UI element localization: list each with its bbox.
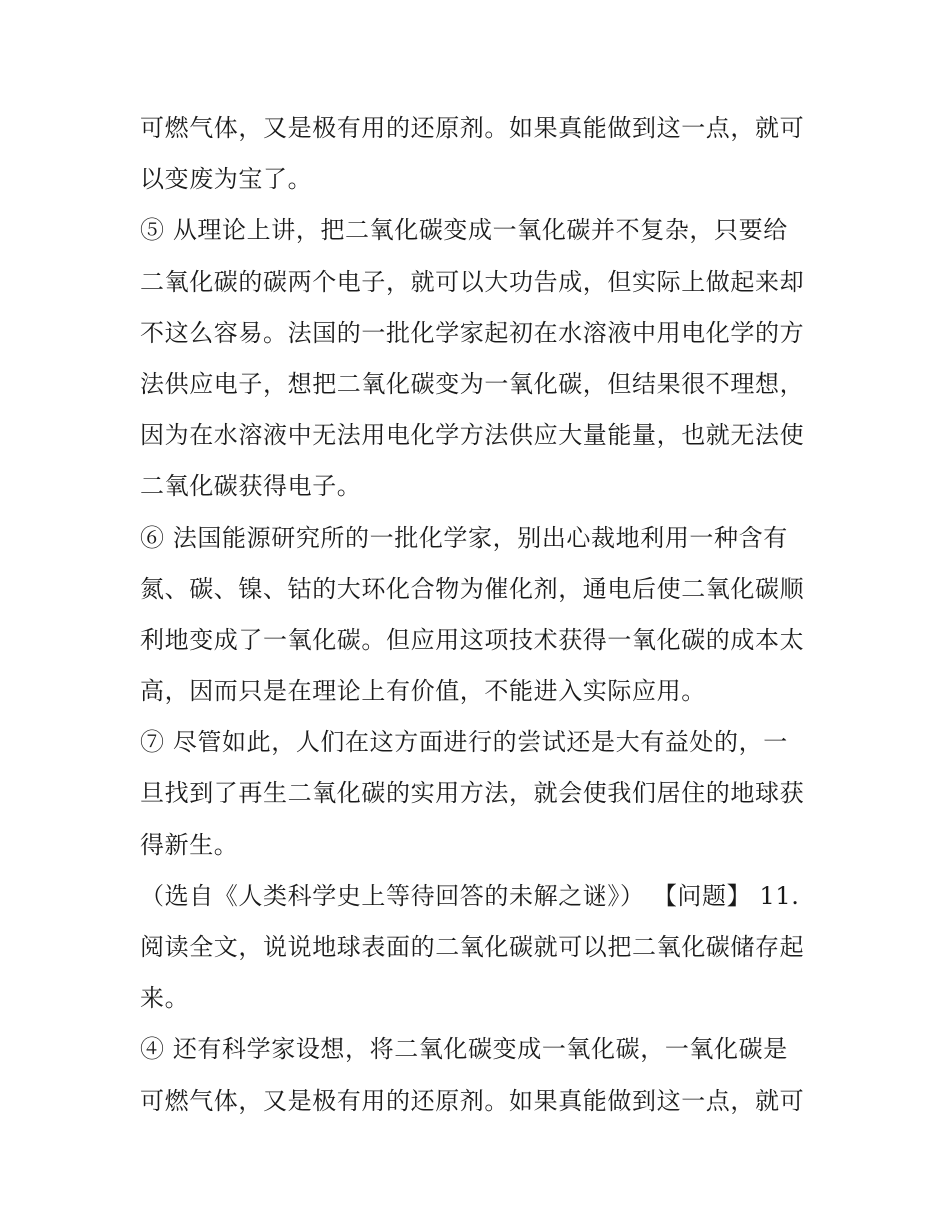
paragraph-7-start: ⑦ 尽管如此，人们在这方面进行的尝试还是大有益处的，一 [140,728,788,757]
text-line: 阅读全文，说说地球表面的二氧化碳就可以把二氧化碳储存起 [140,933,805,961]
text-line: 因为在水溶液中无法用电化学方法供应大量能量，也就无法使 [140,421,805,450]
text-line: 旦找到了再生二氧化碳的实用方法，就会使我们居住的地球获 [140,779,805,808]
paragraph-5-start: ⑤ 从理论上讲，把二氧化碳变成一氧化碳并不复杂，只要给 [140,216,788,245]
text-line: 不这么容易。法国的一批化学家起初在水溶液中用电化学的方 [140,318,805,347]
paragraph-6-start: ⑥ 法国能源研究所的一批化学家，别出心裁地利用一种含有 [140,523,788,552]
paragraph-4-start: ④ 还有科学家设想，将二氧化碳变成一氧化碳，一氧化碳是 [140,1035,788,1064]
text-line: 可燃气体，又是极有用的还原剂。如果真能做到这一点，就可 [140,1086,805,1115]
source-citation-question: （选自《人类科学史上等待回答的未解之谜》） 【问题】 11. [140,881,800,910]
text-line: 得新生。 [140,830,239,859]
text-line: 以变废为宝了。 [140,165,313,194]
text-line: 法供应电子，想把二氧化碳变为一氧化碳，但结果很不理想， [140,369,805,398]
text-line: 可燃气体，又是极有用的还原剂。如果真能做到这一点，就可 [140,114,805,142]
text-line: 利地变成了一氧化碳。但应用这项技术获得一氧化碳的成本太 [140,625,805,654]
text-line: 二氧化碳获得电子。 [140,472,362,501]
text-line: 二氧化碳的碳两个电子，就可以大功告成，但实际上做起来却 [140,267,805,296]
text-line: 来。 [140,984,190,1013]
text-line: 高，因而只是在理论上有价值，不能进入实际应用。 [140,677,706,706]
text-line: 氮、碳、镍、钴的大环化合物为催化剂，通电后使二氧化碳顺 [140,574,805,603]
document-body [140,103,820,1127]
